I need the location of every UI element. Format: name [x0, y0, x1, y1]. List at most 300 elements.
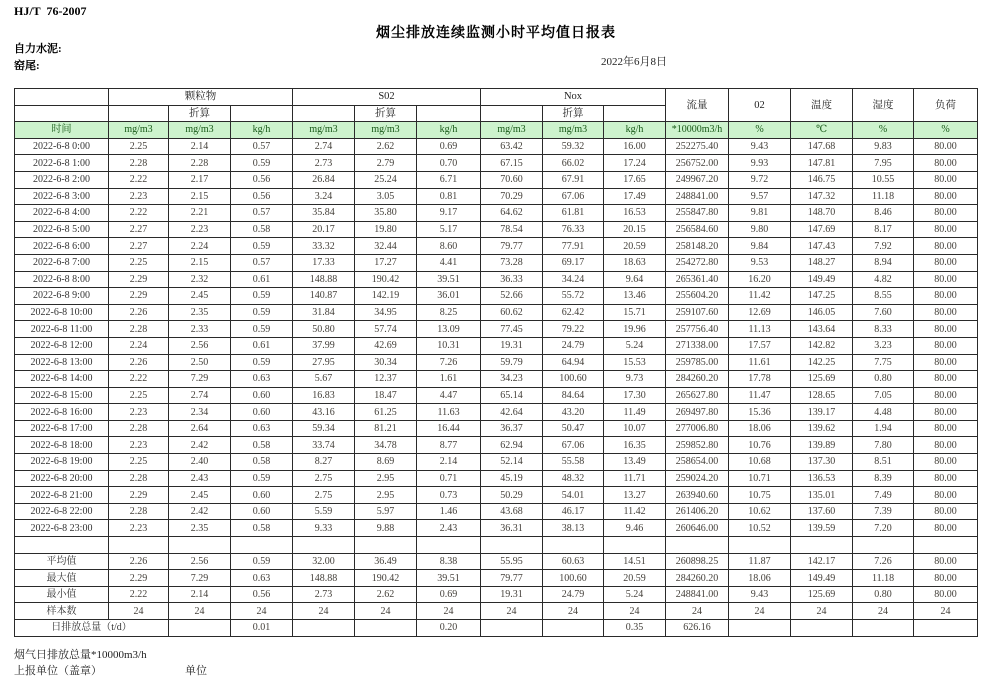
- table-cell: 64.94: [543, 354, 604, 371]
- table-cell: 10.62: [729, 503, 791, 520]
- table-cell: 81.21: [355, 420, 417, 437]
- table-row: [15, 586, 978, 603]
- table-cell: 2.29: [109, 570, 169, 587]
- row-label: 2022-6-8 16:00: [15, 404, 109, 421]
- table-cell: 259107.60: [666, 304, 729, 321]
- table-cell: 11.61: [729, 354, 791, 371]
- table-cell: 2.35: [169, 304, 231, 321]
- table-cell: [231, 105, 293, 122]
- table-cell: [355, 620, 417, 637]
- table-cell: 0.57: [231, 205, 293, 222]
- table-cell: 2.73: [293, 155, 355, 172]
- table-cell: 24: [543, 603, 604, 620]
- table-cell: 18.06: [729, 420, 791, 437]
- table-cell: 100.60: [543, 570, 604, 587]
- row-label: 2022-6-8 15:00: [15, 387, 109, 404]
- table-cell: 80.00: [914, 138, 978, 155]
- table-cell: 15.53: [604, 354, 666, 371]
- table-cell: 80.00: [914, 238, 978, 255]
- table-cell: 17.27: [355, 254, 417, 271]
- table-cell: 148.27: [791, 254, 853, 271]
- row-label: 2022-6-8 18:00: [15, 437, 109, 454]
- table-cell: 8.77: [417, 437, 481, 454]
- table-cell: 8.69: [355, 454, 417, 471]
- table-cell: [15, 89, 109, 106]
- table-cell: 80.00: [914, 387, 978, 404]
- table-row: [15, 271, 978, 288]
- table-cell: 149.49: [791, 271, 853, 288]
- table-cell: [543, 537, 604, 554]
- table-cell: 60.62: [481, 304, 543, 321]
- row-label: 最小值: [15, 586, 109, 603]
- table-cell: 2.28: [109, 470, 169, 487]
- table-cell: 0.01: [231, 620, 293, 637]
- unit-cell: mg/m3: [109, 122, 169, 139]
- table-cell: 80.00: [914, 254, 978, 271]
- unit-cell: kg/h: [417, 122, 481, 139]
- table-cell: 24: [666, 603, 729, 620]
- table-row: [15, 138, 978, 155]
- table-cell: 9.43: [729, 138, 791, 155]
- table-cell: 140.87: [293, 288, 355, 305]
- table-cell: 9.33: [293, 520, 355, 537]
- table-cell: 54.01: [543, 487, 604, 504]
- table-cell: 8.55: [853, 288, 914, 305]
- table-cell: 148.88: [293, 570, 355, 587]
- table-cell: 80.00: [914, 155, 978, 172]
- table-cell: 80.00: [914, 454, 978, 471]
- table-cell: 10.31: [417, 337, 481, 354]
- table-cell: 0.69: [417, 586, 481, 603]
- table-cell: 33.32: [293, 238, 355, 255]
- table-cell: 2.29: [109, 487, 169, 504]
- table-row: [15, 205, 978, 222]
- table-cell: 80.00: [914, 487, 978, 504]
- unit-cell: *10000m3/h: [666, 122, 729, 139]
- table-cell: 10.68: [729, 454, 791, 471]
- table-cell: 80.00: [914, 553, 978, 570]
- table-cell: 3.05: [355, 188, 417, 205]
- table-cell: 10.55: [853, 171, 914, 188]
- table-cell: 259852.80: [666, 437, 729, 454]
- table-cell: 50.29: [481, 487, 543, 504]
- table-cell: 16.35: [604, 437, 666, 454]
- table-cell: 80.00: [914, 404, 978, 421]
- row-label: 2022-6-8 3:00: [15, 188, 109, 205]
- table-cell: 255847.80: [666, 205, 729, 222]
- table-cell: 277006.80: [666, 420, 729, 437]
- table-cell: 50.47: [543, 420, 604, 437]
- table-cell: 17.57: [729, 337, 791, 354]
- table-cell: 80.00: [914, 188, 978, 205]
- table-cell: 284260.20: [666, 371, 729, 388]
- table-cell: 2.24: [169, 238, 231, 255]
- table-cell: 0.63: [231, 570, 293, 587]
- table-cell: 80.00: [914, 171, 978, 188]
- table-cell: 9.64: [604, 271, 666, 288]
- table-cell: 7.05: [853, 387, 914, 404]
- table-cell: 24: [169, 603, 231, 620]
- row-label: 2022-6-8 19:00: [15, 454, 109, 471]
- table-row: [15, 620, 978, 637]
- table-cell: 149.49: [791, 570, 853, 587]
- row-label: [15, 537, 109, 554]
- table-cell: [543, 620, 604, 637]
- table-cell: [109, 105, 169, 122]
- table-cell: 0.56: [231, 188, 293, 205]
- table-cell: 64.62: [481, 205, 543, 222]
- table-cell: 11.87: [729, 553, 791, 570]
- table-cell: 147.69: [791, 221, 853, 238]
- table-cell: 2.28: [109, 420, 169, 437]
- table-cell: 80.00: [914, 420, 978, 437]
- report-date: 2022年6月8日: [601, 56, 667, 68]
- table-cell: 5.17: [417, 221, 481, 238]
- table-cell: 7.60: [853, 304, 914, 321]
- table-cell: 17.78: [729, 371, 791, 388]
- table-cell: 59.79: [481, 354, 543, 371]
- table-cell: 19.80: [355, 221, 417, 238]
- table-cell: [15, 105, 109, 122]
- table-cell: 147.25: [791, 288, 853, 305]
- table-cell: 16.20: [729, 271, 791, 288]
- table-cell: 269497.80: [666, 404, 729, 421]
- table-cell: 35.84: [293, 205, 355, 222]
- table-cell: 10.76: [729, 437, 791, 454]
- humidity-header: 湿度: [853, 89, 914, 122]
- table-cell: 190.42: [355, 271, 417, 288]
- table-cell: 8.39: [853, 470, 914, 487]
- table-cell: 135.01: [791, 487, 853, 504]
- table-cell: 2.26: [109, 304, 169, 321]
- unit-cell: mg/m3: [543, 122, 604, 139]
- table-cell: 147.32: [791, 188, 853, 205]
- table-cell: 18.63: [604, 254, 666, 271]
- table-cell: 76.33: [543, 221, 604, 238]
- table-cell: [293, 620, 355, 637]
- table-cell: [109, 537, 169, 554]
- table-cell: 7.95: [853, 155, 914, 172]
- table-cell: [293, 537, 355, 554]
- table-cell: 80.00: [914, 503, 978, 520]
- table-cell: 261406.20: [666, 503, 729, 520]
- table-cell: 46.17: [543, 503, 604, 520]
- table-cell: 48.32: [543, 470, 604, 487]
- table-cell: 2.23: [109, 188, 169, 205]
- table-cell: 12.69: [729, 304, 791, 321]
- table-cell: 79.77: [481, 238, 543, 255]
- table-cell: [914, 537, 978, 554]
- table-cell: 190.42: [355, 570, 417, 587]
- temperature-header: 温度: [791, 89, 853, 122]
- table-cell: 24: [231, 603, 293, 620]
- table-cell: 265361.40: [666, 271, 729, 288]
- table-cell: 52.14: [481, 454, 543, 471]
- table-cell: 0.80: [853, 371, 914, 388]
- table-cell: 2.43: [417, 520, 481, 537]
- table-cell: 2.28: [109, 321, 169, 338]
- table-cell: 2.32: [169, 271, 231, 288]
- table-cell: 0.81: [417, 188, 481, 205]
- table-cell: 139.59: [791, 520, 853, 537]
- unit-cell: mg/m3: [169, 122, 231, 139]
- table-row: [15, 337, 978, 354]
- table-cell: 63.42: [481, 138, 543, 155]
- table-cell: 9.53: [729, 254, 791, 271]
- table-cell: 0.35: [604, 620, 666, 637]
- table-cell: 2.79: [355, 155, 417, 172]
- table-cell: 0.56: [231, 171, 293, 188]
- table-cell: 0.58: [231, 437, 293, 454]
- table-cell: 147.43: [791, 238, 853, 255]
- table-cell: 2.14: [169, 138, 231, 155]
- table-cell: 263940.60: [666, 487, 729, 504]
- table-cell: 36.49: [355, 553, 417, 570]
- o2-header: 02: [729, 89, 791, 122]
- unit-label: 单位: [185, 665, 207, 677]
- table-cell: [231, 537, 293, 554]
- table-cell: 258654.00: [666, 454, 729, 471]
- table-cell: 7.26: [417, 354, 481, 371]
- table-cell: 20.15: [604, 221, 666, 238]
- table-cell: 39.51: [417, 570, 481, 587]
- table-cell: 259785.00: [666, 354, 729, 371]
- table-cell: 2.95: [355, 470, 417, 487]
- table-cell: 143.64: [791, 321, 853, 338]
- table-cell: 24: [853, 603, 914, 620]
- row-label: 2022-6-8 13:00: [15, 354, 109, 371]
- table-cell: 80.00: [914, 570, 978, 587]
- table-cell: 80.00: [914, 304, 978, 321]
- table-cell: [791, 537, 853, 554]
- table-cell: 255604.20: [666, 288, 729, 305]
- table-cell: 31.84: [293, 304, 355, 321]
- row-label: 2022-6-8 20:00: [15, 470, 109, 487]
- table-cell: 2.73: [293, 586, 355, 603]
- table-cell: 27.95: [293, 354, 355, 371]
- table-cell: 70.29: [481, 188, 543, 205]
- table-cell: 24: [293, 603, 355, 620]
- row-label: 2022-6-8 2:00: [15, 171, 109, 188]
- table-row: [15, 371, 978, 388]
- table-cell: 8.60: [417, 238, 481, 255]
- table-cell: 7.29: [169, 570, 231, 587]
- table-cell: 256584.60: [666, 221, 729, 238]
- table-cell: 17.33: [293, 254, 355, 271]
- table-cell: 78.54: [481, 221, 543, 238]
- unit-cell: kg/h: [604, 122, 666, 139]
- table-cell: 0.59: [231, 304, 293, 321]
- table-cell: [604, 537, 666, 554]
- nox-converted-header: 折算: [543, 105, 604, 122]
- table-cell: 2.28: [109, 503, 169, 520]
- table-cell: 11.49: [604, 404, 666, 421]
- table-cell: 55.72: [543, 288, 604, 305]
- table-cell: 2.15: [169, 188, 231, 205]
- table-cell: 2.17: [169, 171, 231, 188]
- table-cell: 9.43: [729, 586, 791, 603]
- table-cell: 2.26: [109, 553, 169, 570]
- table-cell: 80.00: [914, 321, 978, 338]
- table-cell: 7.75: [853, 354, 914, 371]
- table-cell: 0.80: [853, 586, 914, 603]
- table-cell: 2.22: [109, 371, 169, 388]
- table-cell: [169, 620, 231, 637]
- row-label: 2022-6-8 22:00: [15, 503, 109, 520]
- table-cell: 43.68: [481, 503, 543, 520]
- table-cell: 45.19: [481, 470, 543, 487]
- table-cell: 2.23: [109, 437, 169, 454]
- table-cell: 16.00: [604, 138, 666, 155]
- table-cell: 20.17: [293, 221, 355, 238]
- table-cell: 80.00: [914, 354, 978, 371]
- table-cell: [355, 537, 417, 554]
- table-cell: 136.53: [791, 470, 853, 487]
- table-cell: 2.22: [109, 205, 169, 222]
- table-cell: 24: [914, 603, 978, 620]
- table-cell: 0.61: [231, 337, 293, 354]
- row-label: 2022-6-8 12:00: [15, 337, 109, 354]
- unit-cell: mg/m3: [293, 122, 355, 139]
- table-cell: 1.46: [417, 503, 481, 520]
- table-cell: 142.25: [791, 354, 853, 371]
- table-cell: 8.51: [853, 454, 914, 471]
- table-cell: [481, 105, 543, 122]
- table-cell: 65.14: [481, 387, 543, 404]
- table-row: [15, 404, 978, 421]
- table-cell: 80.00: [914, 371, 978, 388]
- table-cell: 79.22: [543, 321, 604, 338]
- table-cell: 32.44: [355, 238, 417, 255]
- table-cell: 11.18: [853, 570, 914, 587]
- table-cell: 146.75: [791, 171, 853, 188]
- unit-cell: ℃: [791, 122, 853, 139]
- table-cell: 7.20: [853, 520, 914, 537]
- table-cell: 2.43: [169, 470, 231, 487]
- table-cell: 9.81: [729, 205, 791, 222]
- table-cell: 24: [791, 603, 853, 620]
- table-cell: 9.93: [729, 155, 791, 172]
- row-label: 2022-6-8 10:00: [15, 304, 109, 321]
- table-cell: 11.42: [604, 503, 666, 520]
- table-cell: 2.28: [169, 155, 231, 172]
- table-cell: 2.22: [109, 171, 169, 188]
- row-label: 2022-6-8 9:00: [15, 288, 109, 305]
- table-cell: 271338.00: [666, 337, 729, 354]
- table-cell: 9.46: [604, 520, 666, 537]
- table-cell: 0.59: [231, 470, 293, 487]
- table-cell: 43.20: [543, 404, 604, 421]
- table-cell: 139.17: [791, 404, 853, 421]
- table-cell: 24: [604, 603, 666, 620]
- table-cell: 258148.20: [666, 238, 729, 255]
- table-cell: 0.58: [231, 520, 293, 537]
- table-cell: 0.69: [417, 138, 481, 155]
- table-cell: 254272.80: [666, 254, 729, 271]
- table-cell: 7.92: [853, 238, 914, 255]
- table-row: [15, 487, 978, 504]
- table-cell: 2.27: [109, 238, 169, 255]
- table-cell: 17.30: [604, 387, 666, 404]
- flow-header: 流量: [666, 89, 729, 122]
- table-cell: 77.45: [481, 321, 543, 338]
- table-cell: 0.61: [231, 271, 293, 288]
- table-cell: 2.40: [169, 454, 231, 471]
- table-cell: 70.60: [481, 171, 543, 188]
- table-cell: [169, 537, 231, 554]
- table-cell: 30.34: [355, 354, 417, 371]
- table-cell: 2.33: [169, 321, 231, 338]
- table-cell: 9.88: [355, 520, 417, 537]
- table-cell: 13.46: [604, 288, 666, 305]
- table-row: [15, 188, 978, 205]
- table-cell: 35.80: [355, 205, 417, 222]
- table-cell: [417, 537, 481, 554]
- table-cell: 33.74: [293, 437, 355, 454]
- table-cell: 125.69: [791, 371, 853, 388]
- row-label: 2022-6-8 6:00: [15, 238, 109, 255]
- table-row: [15, 321, 978, 338]
- table-cell: 57.74: [355, 321, 417, 338]
- table-cell: 142.82: [791, 337, 853, 354]
- table-cell: 80.00: [914, 205, 978, 222]
- table-cell: 36.33: [481, 271, 543, 288]
- table-cell: 2.22: [109, 586, 169, 603]
- table-cell: 42.64: [481, 404, 543, 421]
- table-cell: 4.41: [417, 254, 481, 271]
- table-cell: 0.58: [231, 221, 293, 238]
- table-cell: 36.31: [481, 520, 543, 537]
- table-cell: 4.47: [417, 387, 481, 404]
- table-cell: 36.01: [417, 288, 481, 305]
- table-cell: [729, 620, 791, 637]
- table-cell: 248841.00: [666, 586, 729, 603]
- table-cell: 2.23: [109, 404, 169, 421]
- table-cell: 80.00: [914, 288, 978, 305]
- table-row: [15, 354, 978, 371]
- table-cell: 9.84: [729, 238, 791, 255]
- table-cell: 139.62: [791, 420, 853, 437]
- table-cell: 0.60: [231, 404, 293, 421]
- table-cell: 2.14: [417, 454, 481, 471]
- table-cell: 2.74: [293, 138, 355, 155]
- table-cell: 2.62: [355, 586, 417, 603]
- table-cell: 80.00: [914, 271, 978, 288]
- table-cell: 257756.40: [666, 321, 729, 338]
- table-cell: 2.42: [169, 503, 231, 520]
- table-cell: 10.52: [729, 520, 791, 537]
- table-cell: 24.79: [543, 337, 604, 354]
- row-label: 样本数: [15, 603, 109, 620]
- table-row: [15, 387, 978, 404]
- table-cell: 2.74: [169, 387, 231, 404]
- table-cell: 4.48: [853, 404, 914, 421]
- so2-converted-header: 折算: [355, 105, 417, 122]
- table-cell: 9.80: [729, 221, 791, 238]
- table-cell: 8.33: [853, 321, 914, 338]
- table-cell: 67.15: [481, 155, 543, 172]
- table-row: [15, 454, 978, 471]
- table-cell: 137.30: [791, 454, 853, 471]
- table-cell: 3.24: [293, 188, 355, 205]
- table-cell: 5.97: [355, 503, 417, 520]
- table-cell: 20.59: [604, 570, 666, 587]
- table-cell: 128.65: [791, 387, 853, 404]
- table-body: [15, 138, 978, 636]
- row-label: 2022-6-8 0:00: [15, 138, 109, 155]
- table-row: [15, 537, 978, 554]
- table-cell: 0.63: [231, 371, 293, 388]
